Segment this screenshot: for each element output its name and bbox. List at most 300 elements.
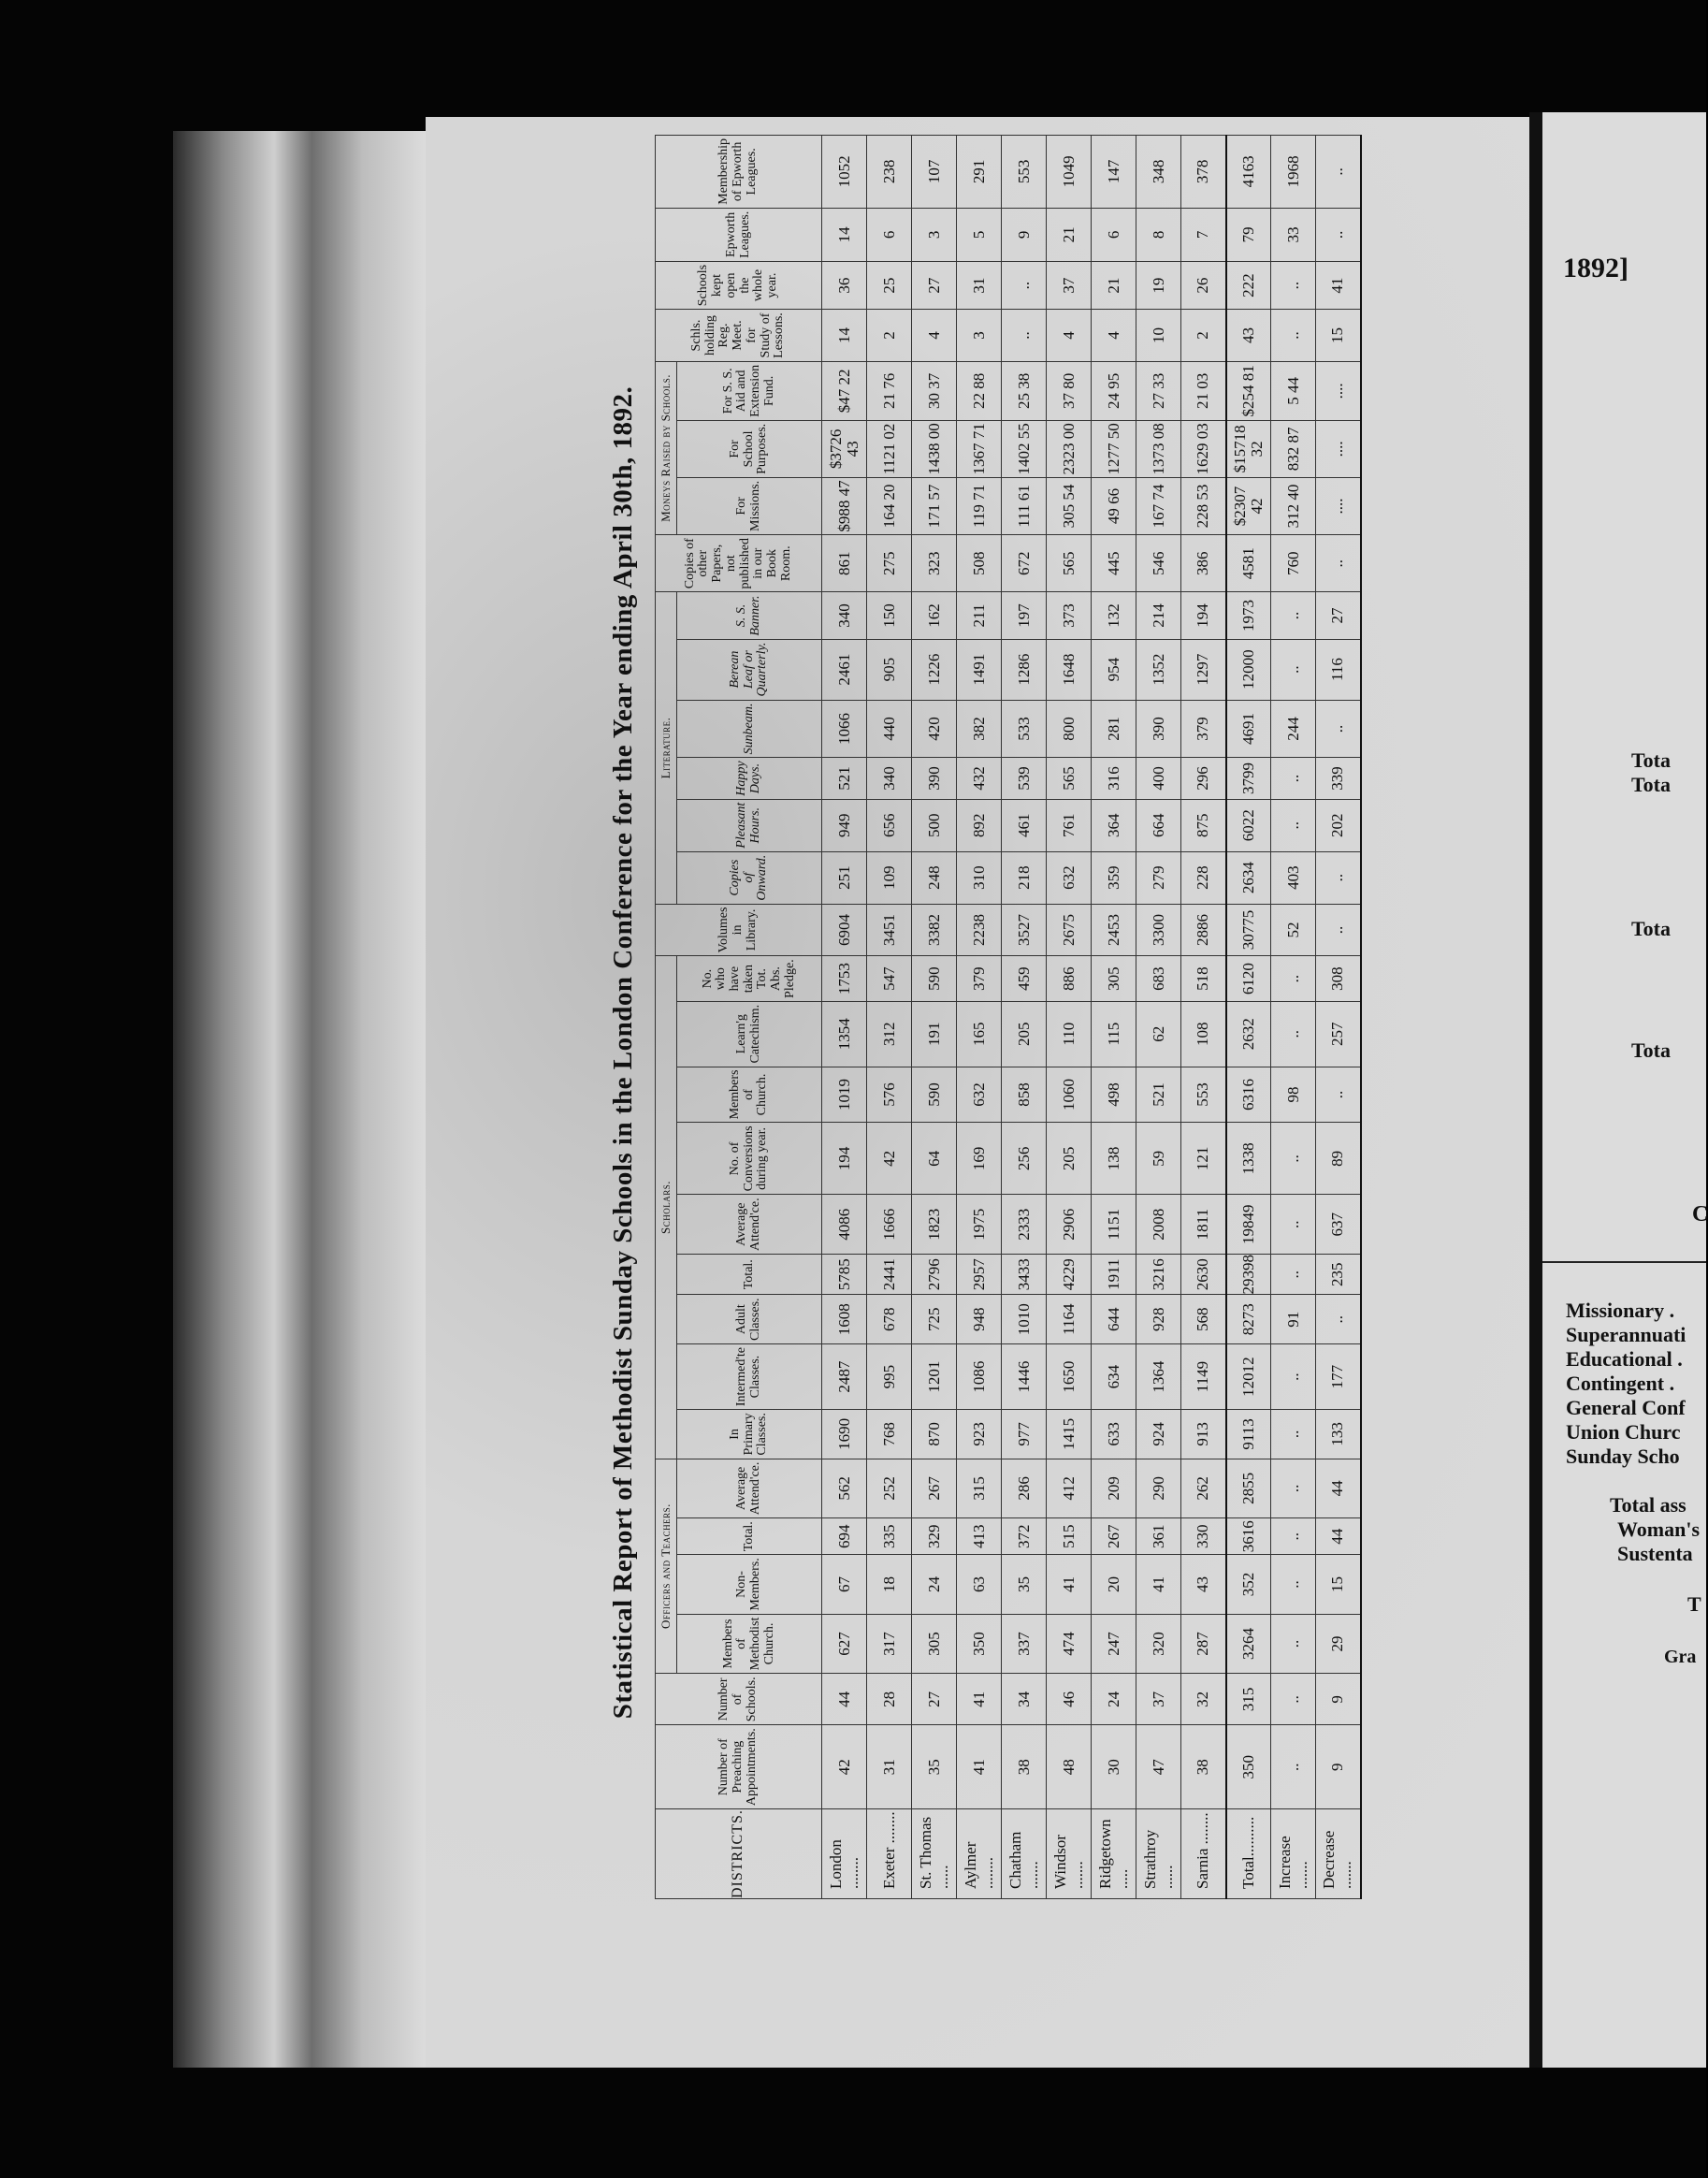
district-name: Ridgetown .....	[1092, 1809, 1136, 1899]
fragment-line-sunday-school: Sunday Scho	[1566, 1445, 1680, 1468]
table-cell: ..	[1271, 639, 1316, 700]
table-cell: 335	[867, 1518, 912, 1555]
table-cell: 553	[1002, 135, 1047, 208]
table-cell: 2	[1181, 310, 1226, 362]
col-scholars-total: Total.	[677, 1254, 822, 1295]
table-cell: 2634	[1226, 851, 1271, 904]
table-cell: 107	[912, 135, 957, 208]
table-cell: 44	[1316, 1459, 1361, 1518]
district-name: Aylmer ........	[957, 1809, 1002, 1899]
table-cell: 25 38	[1002, 361, 1047, 420]
district-name: Strathroy ......	[1136, 1809, 1181, 1899]
table-cell: 12000	[1226, 639, 1271, 700]
table-cell: 977	[1002, 1410, 1047, 1459]
table-cell: 1149	[1181, 1343, 1226, 1409]
table-cell: 553	[1181, 1067, 1226, 1123]
table-cell: 89	[1316, 1123, 1361, 1195]
table-cell: 339	[1316, 758, 1361, 799]
table-cell: $15718 32	[1226, 420, 1271, 477]
table-cell: 209	[1092, 1459, 1136, 1518]
table-row	[957, 135, 1002, 1898]
table-cell: 2796	[912, 1254, 957, 1295]
table-cell: ..	[1316, 1067, 1361, 1123]
table-cell: 30 37	[912, 361, 957, 420]
table-cell: 870	[912, 1410, 957, 1459]
rotated-report	[608, 138, 1553, 1899]
table-cell: 41	[1316, 261, 1361, 309]
table-cell: 1608	[822, 1295, 867, 1344]
table-cell: 644	[1092, 1295, 1136, 1344]
table-cell: 1277 50	[1092, 420, 1136, 477]
table-cell: 364	[1092, 799, 1136, 851]
table-cell: 1066	[822, 700, 867, 758]
table-cell: 1753	[822, 956, 867, 1002]
col-officers-total: Total.	[677, 1518, 822, 1555]
table-cell: 115	[1092, 1001, 1136, 1067]
fragment-heading: C	[1692, 1202, 1708, 1227]
table-cell: 1629 03	[1181, 420, 1226, 477]
fragment-line-educational: Educational .	[1566, 1347, 1683, 1371]
table-cell: 1975	[957, 1195, 1002, 1255]
table-cell: 4581	[1226, 534, 1271, 591]
table-cell: 46	[1047, 1674, 1092, 1725]
table-cell: 1121 02	[867, 420, 912, 477]
table-cell: 320	[1136, 1614, 1181, 1674]
table-cell: 832 87	[1271, 420, 1316, 477]
table-cell: 20	[1092, 1555, 1136, 1614]
table-cell: 539	[1002, 758, 1047, 799]
table-cell: 9	[1316, 1725, 1361, 1809]
col-regular-meetings: Schls. holding Reg. Meet. for Study of Lessons.	[656, 310, 822, 362]
table-cell: 49 66	[1092, 477, 1136, 534]
table-cell: 1415	[1047, 1410, 1092, 1459]
total-row	[1226, 135, 1271, 1898]
table-cell: 235	[1316, 1254, 1361, 1295]
table-cell: 576	[867, 1067, 912, 1123]
group-literature: Literature.	[656, 592, 677, 904]
table-cell: 637	[1316, 1195, 1361, 1255]
col-preaching-appointments: Number of Preaching Appointments.	[656, 1725, 822, 1809]
table-cell: 291	[957, 135, 1002, 208]
table-cell: 315	[1226, 1674, 1271, 1725]
table-cell: 27	[1316, 592, 1361, 639]
table-cell: 4086	[822, 1195, 867, 1255]
fragment-total-3: Tota	[1631, 917, 1671, 940]
table-cell: 683	[1136, 956, 1181, 1002]
table-cell: 760	[1271, 534, 1316, 591]
table-cell: 34	[1002, 1674, 1047, 1725]
table-cell: 323	[912, 534, 957, 591]
table-cell: 2632	[1226, 1001, 1271, 1067]
table-cell: 62	[1136, 1001, 1181, 1067]
table-cell: 3	[912, 208, 957, 261]
table-cell: 1201	[912, 1343, 957, 1409]
table-cell: 508	[957, 534, 1002, 591]
col-adult-classes: Adult Classes.	[677, 1295, 822, 1344]
right-page-fragment	[1542, 112, 1706, 2068]
table-cell: 515	[1047, 1518, 1092, 1555]
table-cell: $47 22	[822, 361, 867, 420]
table-cell: 1164	[1047, 1295, 1092, 1344]
table-cell: 31	[957, 261, 1002, 309]
col-non-members: Non-Members.	[677, 1555, 822, 1614]
table-cell: 386	[1181, 534, 1226, 591]
table-cell: 590	[912, 956, 957, 1002]
table-cell: 1373 08	[1136, 420, 1181, 477]
table-cell: ..	[1271, 1614, 1316, 1674]
increase-row	[1271, 135, 1316, 1898]
table-cell: 171 57	[912, 477, 957, 534]
table-cell: 251	[822, 851, 867, 904]
table-cell: 177	[1316, 1343, 1361, 1409]
col-sunbeam: Sunbeam.	[677, 700, 822, 758]
table-cell: 3616	[1226, 1518, 1271, 1555]
table-row	[1047, 135, 1092, 1898]
table-cell: 3216	[1136, 1254, 1181, 1295]
table-cell: 632	[957, 1067, 1002, 1123]
table-cell: 164 20	[867, 477, 912, 534]
table-cell: 15	[1316, 310, 1361, 362]
table-cell: 3	[957, 310, 1002, 362]
table-cell: 9	[1316, 1674, 1361, 1725]
table-cell: 725	[912, 1295, 957, 1344]
table-cell: 627	[822, 1614, 867, 1674]
table-cell: 886	[1047, 956, 1092, 1002]
table-cell: 928	[1136, 1295, 1181, 1344]
table-cell: 37 80	[1047, 361, 1092, 420]
table-cell: 633	[1092, 1410, 1136, 1459]
table-cell: 41	[957, 1674, 1002, 1725]
table-cell: 211	[957, 592, 1002, 639]
table-cell: 286	[1002, 1459, 1047, 1518]
table-cell: 257	[1316, 1001, 1361, 1067]
table-row	[822, 135, 867, 1898]
table-cell: 222	[1226, 261, 1271, 309]
table-cell: 590	[912, 1067, 957, 1123]
table-cell: 562	[822, 1459, 867, 1518]
table-cell: 672	[1002, 534, 1047, 591]
table-cell: 169	[957, 1123, 1002, 1195]
table-cell: 238	[867, 135, 912, 208]
table-cell: 2675	[1047, 904, 1092, 956]
table-cell: 6316	[1226, 1067, 1271, 1123]
table-cell: 3527	[1002, 904, 1047, 956]
district-name: London ........	[822, 1809, 867, 1899]
table-cell: 565	[1047, 534, 1092, 591]
table-cell: 214	[1136, 592, 1181, 639]
table-cell: 498	[1092, 1067, 1136, 1123]
table-cell: 305	[1092, 956, 1136, 1002]
table-cell: 372	[1002, 1518, 1047, 1555]
table-cell: 10	[1136, 310, 1181, 362]
table-cell: ..	[1271, 310, 1316, 362]
table-cell: 21	[1092, 261, 1136, 309]
table-cell: 350	[1226, 1725, 1271, 1809]
group-moneys-raised: Moneys Raised by Schools.	[656, 361, 677, 534]
table-cell: 14	[822, 310, 867, 362]
table-cell: 63	[957, 1555, 1002, 1614]
table-row	[1136, 135, 1181, 1898]
table-cell: ..	[1271, 1343, 1316, 1409]
table-cell: 1338	[1226, 1123, 1271, 1195]
table-cell: 1402 55	[1002, 420, 1047, 477]
table-cell: 31	[867, 1725, 912, 1809]
table-cell: 3264	[1226, 1614, 1271, 1674]
table-cell: 4	[1092, 310, 1136, 362]
table-cell: ..	[1002, 310, 1047, 362]
table-cell: ..	[1271, 1001, 1316, 1067]
table-cell: 403	[1271, 851, 1316, 904]
table-cell: 1151	[1092, 1195, 1136, 1255]
table-cell: ..	[1271, 799, 1316, 851]
table-cell: 924	[1136, 1410, 1181, 1459]
table-cell: 875	[1181, 799, 1226, 851]
table-cell: 38	[1181, 1725, 1226, 1809]
table-cell: 8273	[1226, 1295, 1271, 1344]
col-for-ss-aid-fund: For S. S. Aid and Extension Fund.	[677, 361, 822, 420]
table-cell: 352	[1226, 1555, 1271, 1614]
table-cell: 1650	[1047, 1343, 1092, 1409]
table-cell: 42	[867, 1123, 912, 1195]
table-row	[1002, 135, 1047, 1898]
table-cell: ..	[1271, 1518, 1316, 1555]
table-cell: 1968	[1271, 135, 1316, 208]
table-cell: 1973	[1226, 592, 1271, 639]
group-scholars: Scholars.	[656, 956, 677, 1459]
table-cell: 22 88	[957, 361, 1002, 420]
table-cell: 329	[912, 1518, 957, 1555]
table-cell: ..	[1316, 1295, 1361, 1344]
table-cell: 19	[1136, 261, 1181, 309]
table-cell: 24	[912, 1555, 957, 1614]
table-cell: 27	[912, 261, 957, 309]
table-cell: ..	[1316, 851, 1361, 904]
table-cell: 1666	[867, 1195, 912, 1255]
col-number-of-schools: Number of Schools.	[656, 1674, 822, 1725]
col-members-methodist-church: Members of Methodist Church.	[677, 1614, 822, 1674]
table-cell: 79	[1226, 208, 1271, 261]
table-cell: 6	[1092, 208, 1136, 261]
table-cell: 4	[1047, 310, 1092, 362]
table-cell: 287	[1181, 1614, 1226, 1674]
table-cell: 26	[1181, 261, 1226, 309]
table-cell: 41	[957, 1725, 1002, 1809]
table-cell: $3726 43	[822, 420, 867, 477]
table-cell: 296	[1181, 758, 1226, 799]
table-cell: 390	[912, 758, 957, 799]
fragment-line-grand: Gra	[1664, 1647, 1697, 1667]
table-cell: 1648	[1047, 639, 1092, 700]
table-cell: 340	[822, 592, 867, 639]
table-cell: $254 81	[1226, 361, 1271, 420]
table-cell: 305 54	[1047, 477, 1092, 534]
table-cell: 412	[1047, 1459, 1092, 1518]
table-cell: 2453	[1092, 904, 1136, 956]
table-cell: 275	[867, 534, 912, 591]
table-cell: 25	[867, 261, 912, 309]
table-cell: 1823	[912, 1195, 957, 1255]
book-page-edges	[173, 131, 426, 2068]
table-cell: 267	[1092, 1518, 1136, 1555]
table-cell: 1297	[1181, 639, 1226, 700]
table-cell: ..	[1316, 534, 1361, 591]
table-cell: 378	[1181, 135, 1226, 208]
table-cell: 3451	[867, 904, 912, 956]
table-cell: ..	[1271, 956, 1316, 1002]
table-cell: 2957	[957, 1254, 1002, 1295]
table-cell: 29	[1316, 1614, 1361, 1674]
table-cell: 305	[912, 1614, 957, 1674]
table-cell: ..	[1316, 135, 1361, 208]
table-cell: 14	[822, 208, 867, 261]
table-cell: 373	[1047, 592, 1092, 639]
report-title: Statistical Report of Methodist Sunday Schools in the London Conference for the Year ending April 30th, 1892.	[608, 385, 638, 1720]
table-cell: 218	[1002, 851, 1047, 904]
table-cell: 4	[912, 310, 957, 362]
table-cell: 2238	[957, 904, 1002, 956]
table-cell: 67	[822, 1555, 867, 1614]
col-copies-onward: Copies of Onward.	[677, 851, 822, 904]
table-cell: 35	[912, 1725, 957, 1809]
table-cell: 2855	[1226, 1459, 1271, 1518]
fragment-line-general-conf: General Conf	[1566, 1396, 1686, 1419]
table-cell: 98	[1271, 1067, 1316, 1123]
table-cell: 205	[1047, 1123, 1092, 1195]
table-cell: 59	[1136, 1123, 1181, 1195]
decrease-row	[1316, 135, 1361, 1898]
table-cell: 21 76	[867, 361, 912, 420]
table-cell: 33	[1271, 208, 1316, 261]
col-other-papers: Copies of other Papers, not published in our Book Room.	[656, 534, 822, 591]
table-cell: 1060	[1047, 1067, 1092, 1123]
table-cell: 109	[867, 851, 912, 904]
table-cell: 279	[1136, 851, 1181, 904]
table-cell: 761	[1047, 799, 1092, 851]
statistics-table	[655, 135, 1362, 1899]
district-name: St. Thomas ......	[912, 1809, 957, 1899]
table-cell: ....	[1316, 477, 1361, 534]
table-cell: 110	[1047, 1001, 1092, 1067]
table-cell: 518	[1181, 956, 1226, 1002]
table-cell: 202	[1316, 799, 1361, 851]
table-row	[867, 135, 912, 1898]
fragment-line-superannuation: Superannuati	[1566, 1323, 1686, 1346]
table-cell: 337	[1002, 1614, 1047, 1674]
col-pleasant-hours: Pleasant Hours.	[677, 799, 822, 851]
table-cell: 1491	[957, 639, 1002, 700]
table-cell: 244	[1271, 700, 1316, 758]
table-cell: 248	[912, 851, 957, 904]
col-epworth-leagues: Epworth Leagues.	[656, 208, 822, 261]
table-cell: 1364	[1136, 1343, 1181, 1409]
table-cell: ..	[1271, 1254, 1316, 1295]
table-cell: 420	[912, 700, 957, 758]
table-cell: 191	[912, 1001, 957, 1067]
table-cell: 52	[1271, 904, 1316, 956]
fragment-total-2: Tota	[1631, 773, 1671, 796]
table-cell: 1010	[1002, 1295, 1047, 1344]
table-cell: 2441	[867, 1254, 912, 1295]
table-cell: 29398	[1226, 1254, 1271, 1295]
table-cell: 38	[1002, 1725, 1047, 1809]
table-cell: 948	[957, 1295, 1002, 1344]
fragment-line-womans: Woman's	[1617, 1517, 1701, 1541]
table-cell: ..	[1002, 261, 1047, 309]
table-cell: 147	[1092, 135, 1136, 208]
table-cell: 37	[1047, 261, 1092, 309]
table-cell: 194	[822, 1123, 867, 1195]
table-cell: 3799	[1226, 758, 1271, 799]
table-cell: ....	[1316, 361, 1361, 420]
table-cell: 2487	[822, 1343, 867, 1409]
table-cell: 1086	[957, 1343, 1002, 1409]
table-cell: 43	[1181, 1555, 1226, 1614]
table-row	[1092, 135, 1136, 1898]
table-cell: ..	[1271, 1123, 1316, 1195]
table-cell: 6022	[1226, 799, 1271, 851]
fragment-line-contingent: Contingent .	[1566, 1372, 1675, 1395]
table-cell: 35	[1002, 1555, 1047, 1614]
table-cell: 546	[1136, 534, 1181, 591]
table-cell: 1019	[822, 1067, 867, 1123]
col-intermediate-classes: Intermed'te Classes.	[677, 1343, 822, 1409]
table-cell: 247	[1092, 1614, 1136, 1674]
table-cell: 861	[822, 534, 867, 591]
table-cell: 2323 00	[1047, 420, 1092, 477]
district-name: Chatham .......	[1002, 1809, 1047, 1899]
fragment-line-total: T	[1687, 1592, 1701, 1616]
table-cell: 923	[957, 1410, 1002, 1459]
table-cell: 382	[957, 700, 1002, 758]
table-cell: 892	[957, 799, 1002, 851]
table-cell: 44	[822, 1674, 867, 1725]
col-schools-open-all-year: Schools kept open the whole year.	[656, 261, 822, 309]
col-happy-days: Happy Days.	[677, 758, 822, 799]
table-cell: 162	[912, 592, 957, 639]
table-cell: 41	[1136, 1555, 1181, 1614]
table-cell: 413	[957, 1518, 1002, 1555]
table-cell: 317	[867, 1614, 912, 1674]
fragment-line-sustentation: Sustenta	[1617, 1542, 1693, 1565]
col-for-school-purposes: For School Purposes.	[677, 420, 822, 477]
district-name: Decrease .......	[1316, 1809, 1361, 1899]
fragment-line-union-church: Union Churc	[1566, 1420, 1681, 1444]
table-cell: 1911	[1092, 1254, 1136, 1295]
table-cell: 9	[1002, 208, 1047, 261]
table-cell: 138	[1092, 1123, 1136, 1195]
table-cell: 42	[822, 1725, 867, 1809]
table-cell: 9113	[1226, 1410, 1271, 1459]
table-cell: 568	[1181, 1295, 1226, 1344]
table-cell: 440	[867, 700, 912, 758]
table-cell: 954	[1092, 639, 1136, 700]
table-cell: 116	[1316, 639, 1361, 700]
col-ss-banner: S. S. Banner.	[677, 592, 822, 639]
table-cell: 21 03	[1181, 361, 1226, 420]
table-cell: 165	[957, 1001, 1002, 1067]
table-cell: 2333	[1002, 1195, 1047, 1255]
table-cell: 4163	[1226, 135, 1271, 208]
table-cell: 228 53	[1181, 477, 1226, 534]
table-cell: 474	[1047, 1614, 1092, 1674]
table-cell: 995	[867, 1343, 912, 1409]
table-cell: ..	[1316, 208, 1361, 261]
table-cell: ..	[1271, 1555, 1316, 1614]
table-cell: 197	[1002, 592, 1047, 639]
table-cell: 4691	[1226, 700, 1271, 758]
table-cell: 121	[1181, 1123, 1226, 1195]
table-cell: 119 71	[957, 477, 1002, 534]
